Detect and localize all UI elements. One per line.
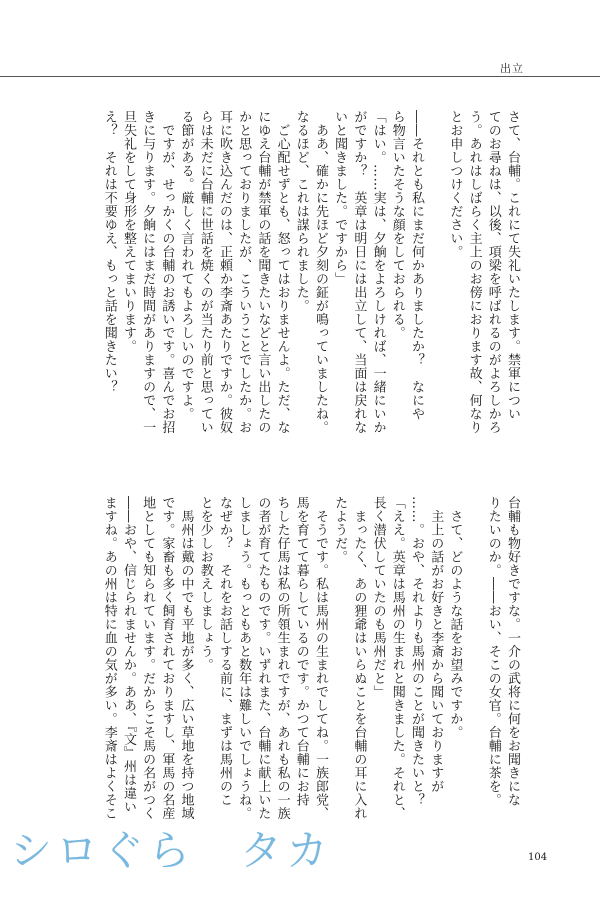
text-line: 台輔も物好きですな。一介の武将に何をお聞きにな xyxy=(505,496,520,807)
text-line: の者が育てたものです。いずれまた、台輔に献上いた xyxy=(255,496,271,820)
text-line: なぜか？ それをお話しする前に、まずは馬州のこ xyxy=(216,496,232,807)
text-line: です。家畜も多く飼育されておりますし、軍馬の名産 xyxy=(159,496,175,820)
text-line: なるほど、これは謀られました。 xyxy=(293,110,309,313)
text-line: かと思っておりましたが、こういうことでしたか。お xyxy=(236,110,252,434)
text-block-lower xyxy=(82,496,522,836)
text-line: まったく、あの狸爺はいらぬことを台輔の耳に入れ xyxy=(351,496,367,820)
text-line: う。あれはしばらく主上のお傍におります故、何なり xyxy=(466,110,482,434)
text-line: そうです。私は馬州の生まれでしてね。一族郎党、 xyxy=(312,496,328,820)
text-line: いと聞きました。ですから」 xyxy=(332,110,348,286)
text-line: 長く潜伏していたのも馬州だと」 xyxy=(370,496,386,699)
text-line: ですが、せっかくの台輔のお誘いです。喜んでお招 xyxy=(159,110,175,434)
text-line: とを少しお教えしましょう。 xyxy=(197,496,213,672)
text-block-upper xyxy=(82,110,522,445)
header-rule xyxy=(0,76,600,77)
text-line: ますね。あの州は特に血の気が多い。李斎はよくそこ xyxy=(101,496,117,820)
text-line: りたいのか。――おい、そこの女官。台輔に茶を。 xyxy=(485,496,501,807)
text-line: てのお尋ねは、以後、項梁を呼ばれるのがよろしかろ xyxy=(485,110,501,434)
text-line: 馬を育てて暮らしているのです。かつて台輔にお持 xyxy=(293,496,309,807)
running-header: 出立 xyxy=(500,62,524,75)
text-line: ら物言いたそうな顔をしておられる。 xyxy=(389,110,405,340)
text-line: とお申しつけください。 xyxy=(447,110,463,259)
watermark: シロぐら タカ xyxy=(10,826,333,875)
text-line: る節がある。厳しく言われてもよろしいのですよ。 xyxy=(178,110,194,421)
text-line: 馬州は戴の中でも平地が多く、広い草地を持つ地域 xyxy=(178,496,194,820)
text-line: 旦失礼をして身形を整えてまいります。 xyxy=(120,110,136,353)
text-line: 主上の話がお好きと李斎から聞いておりますが xyxy=(428,496,444,793)
page-number: 104 xyxy=(528,852,548,863)
text-line xyxy=(464,496,483,836)
text-line: ――それとも私にまだ何かありましたか？ なにや xyxy=(408,110,424,421)
text-line: たようだ。 xyxy=(332,496,348,564)
text-line: らは未だに台輔に世話を焼くのが当たり前と思ってい xyxy=(197,110,213,434)
text-line: ――おや、信じられませんか。ああ、『文』州は違い xyxy=(120,496,136,814)
text-line: 「ええ。英章は馬州の生まれと聞きました。それと、 xyxy=(389,496,405,820)
text-line xyxy=(426,110,445,445)
text-line: さて、台輔。これにて失礼いたします。禁軍につい xyxy=(505,110,520,421)
text-line: しましょう。もっともあと数年は難しいでしょうね。 xyxy=(236,496,252,820)
text-line: ……。おや、それよりも馬州のことが聞きたいと？ xyxy=(408,496,424,807)
text-line: にゆえ台輔が禁軍の話を聞きたいなどと言い出したの xyxy=(255,110,271,434)
text-line: え？ それは不要ゆえ、もっと話を聞きたい？ xyxy=(101,110,117,394)
text-line: ご心配せずとも、怒ってはおりませんよ。ただ、な xyxy=(274,110,290,434)
text-line: さて、どのような話をお望みですか。 xyxy=(447,496,463,739)
text-line: 「はい。……実は、夕餉をよろしければ、一緒にいか xyxy=(370,110,386,434)
text-line: 耳に吹き込んだのは、正頼か李斎あたりですか。彼奴 xyxy=(216,110,232,434)
text-line: 地としても知られています。だからこそ馬の名がつく xyxy=(140,496,156,820)
text-line: ちした仔馬は私の所領生まれですが、あれも私の一族 xyxy=(274,496,290,820)
text-line: がですか？ 英章は明日には出立して、当面は戻れな xyxy=(351,110,367,434)
text-line: ああ、確かに先ほど夕刻の鉦が鳴っていましたね。 xyxy=(312,110,328,434)
text-line: きに与ります。夕餉にはまだ時間がありますので、一 xyxy=(140,110,156,434)
